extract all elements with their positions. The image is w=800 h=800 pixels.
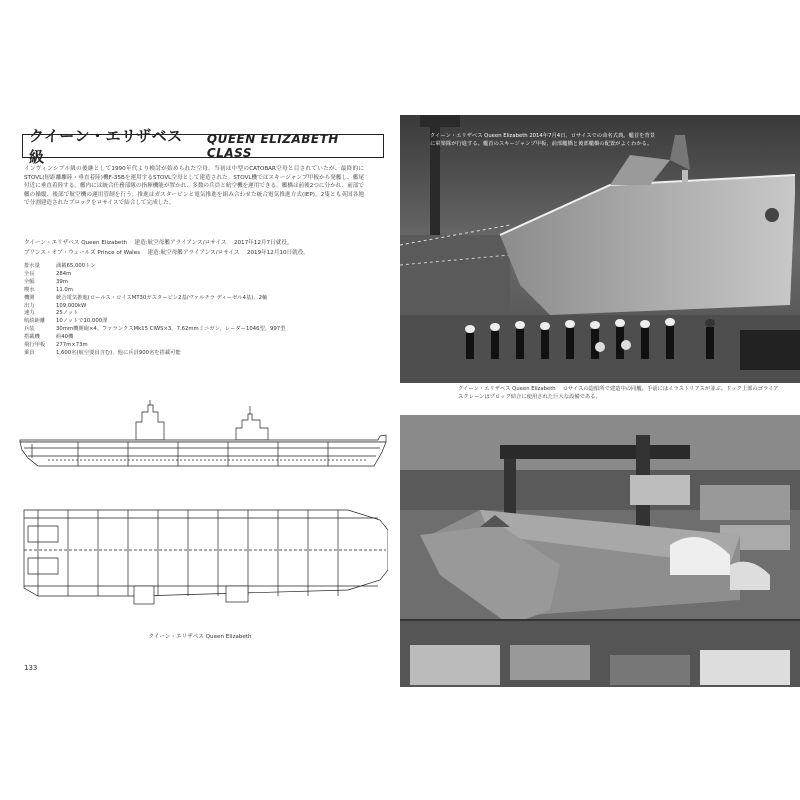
- spec-value: 39m: [56, 278, 68, 285]
- spec-value: 10ノットで10,000浬: [56, 318, 108, 325]
- spec-key: 出力: [24, 302, 35, 309]
- spec-value: 1,600名(航空要員含む)、他に兵員900名を搭載可能: [56, 349, 181, 356]
- side-profile: [20, 400, 386, 466]
- spec-row: [24, 350, 285, 358]
- photo2-caption: クイーン・エリザベス Queen Elizabeth ロサイスの造船所で建造中の同艦。手前にはイラストリアスが並ぶ。ドック上部のゴライアスクレーンはブロック結合に使用された巨大な設備である。: [458, 386, 779, 400]
- ship-line-drawing: [18, 400, 388, 625]
- spec-value: 30mm機関砲×4、ファランクスMk15 CIWS×3、7.62mmミニガン、レーダー1046型、997型: [56, 326, 286, 333]
- spec-key: 排水量: [24, 263, 40, 269]
- spec-table: [24, 263, 285, 358]
- plan-view: [24, 510, 388, 604]
- drawing-caption: クイーン・エリザベス Queen Elizabeth: [148, 634, 252, 640]
- spec-key: 航続距離: [24, 318, 46, 325]
- section-title-bar: [22, 127, 384, 166]
- photo1-caption: クイーン・エリザベス Queen Elizabeth 2014年7月4日、ロサイスでの命名式典。艦首を背景に軍楽隊が行進する。艦首のスキージャンプ甲板、前部艦橋と後部艦橋の配置がよくわかる。: [430, 133, 656, 147]
- spec-key: 全幅: [24, 278, 35, 285]
- spec-value: 277m×73m: [56, 342, 88, 349]
- spec-value: 統合電気推進(ロールス・ロイスMT30ガスタービン2基/ヴァルチラ ディーゼル4基)、2軸: [56, 294, 268, 301]
- spec-row: [24, 326, 285, 334]
- ship-entry: クイーン・エリザベス Queen Elizabeth 建造:航空母艦アライアンス/ロサイス 2017年12月7日就役。: [24, 240, 293, 246]
- photo-shipyard: [400, 415, 800, 687]
- spec-row: [24, 295, 285, 303]
- title-japanese: クイーン・エリザベス級: [29, 127, 183, 166]
- page-number: 133: [24, 664, 38, 672]
- spec-key: 喫水: [24, 286, 35, 293]
- photo-shipyard-image: [400, 415, 800, 687]
- photo-ceremony-image: [400, 115, 800, 383]
- spec-key: 兵装: [24, 326, 35, 333]
- spec-value: 満載65,000トン: [56, 263, 96, 269]
- spec-key: 機関: [24, 294, 35, 301]
- spec-row: [24, 271, 285, 279]
- photo-naming-ceremony: [400, 115, 800, 383]
- spec-value: 11.0m: [56, 286, 73, 293]
- spec-row: [24, 334, 285, 342]
- spec-key: 飛行甲板: [24, 342, 46, 349]
- spec-key: 全長: [24, 270, 35, 277]
- spec-row: [24, 279, 285, 287]
- spec-value: 約40機: [56, 334, 74, 341]
- spec-row: [24, 342, 285, 350]
- spec-value: 284m: [56, 270, 72, 277]
- spec-key: 速力: [24, 310, 35, 317]
- spec-row: [24, 263, 285, 271]
- spec-key: 搭載機: [24, 334, 40, 341]
- title-english: QUEEN ELIZABETH CLASS: [206, 132, 339, 160]
- ship-entry: プリンス・オブ・ウェールズ Prince of Wales 建造:航空母艦アライアンス/ロサイス 2019年12月10日就役。: [24, 250, 309, 256]
- spec-row: [24, 287, 285, 295]
- spec-value: 109,000kW: [56, 302, 87, 309]
- intro-paragraph: インヴィンシブル級の後継として1990年代より検討が始められた空母。当初は中型のCATOBAR空母と目されていたが、最終的にSTOVL(短距離離陸・垂直着陸)機F-35Bを運用するSTOVL空母として建造された。STOVL機ではスキージャンプ甲板から発艦し、艦尾付近に垂直着陸する。艦内には統合任務部隊の指揮機能が置かれ、多数の兵員と航空機を運用できる。艦橋は前後2つに分かれ、前部で艦の操縦、後部で航空機の運用管制を行う。推進はガスタービンと電気推進を組み合わせた統合電気推進方式(IEP)。2隻とも英国各地で分割建造されたブロックをロサイスで結合して完成した。: [24, 166, 364, 207]
- spec-key: 乗員: [24, 349, 35, 356]
- spec-value: 25ノット: [56, 310, 79, 317]
